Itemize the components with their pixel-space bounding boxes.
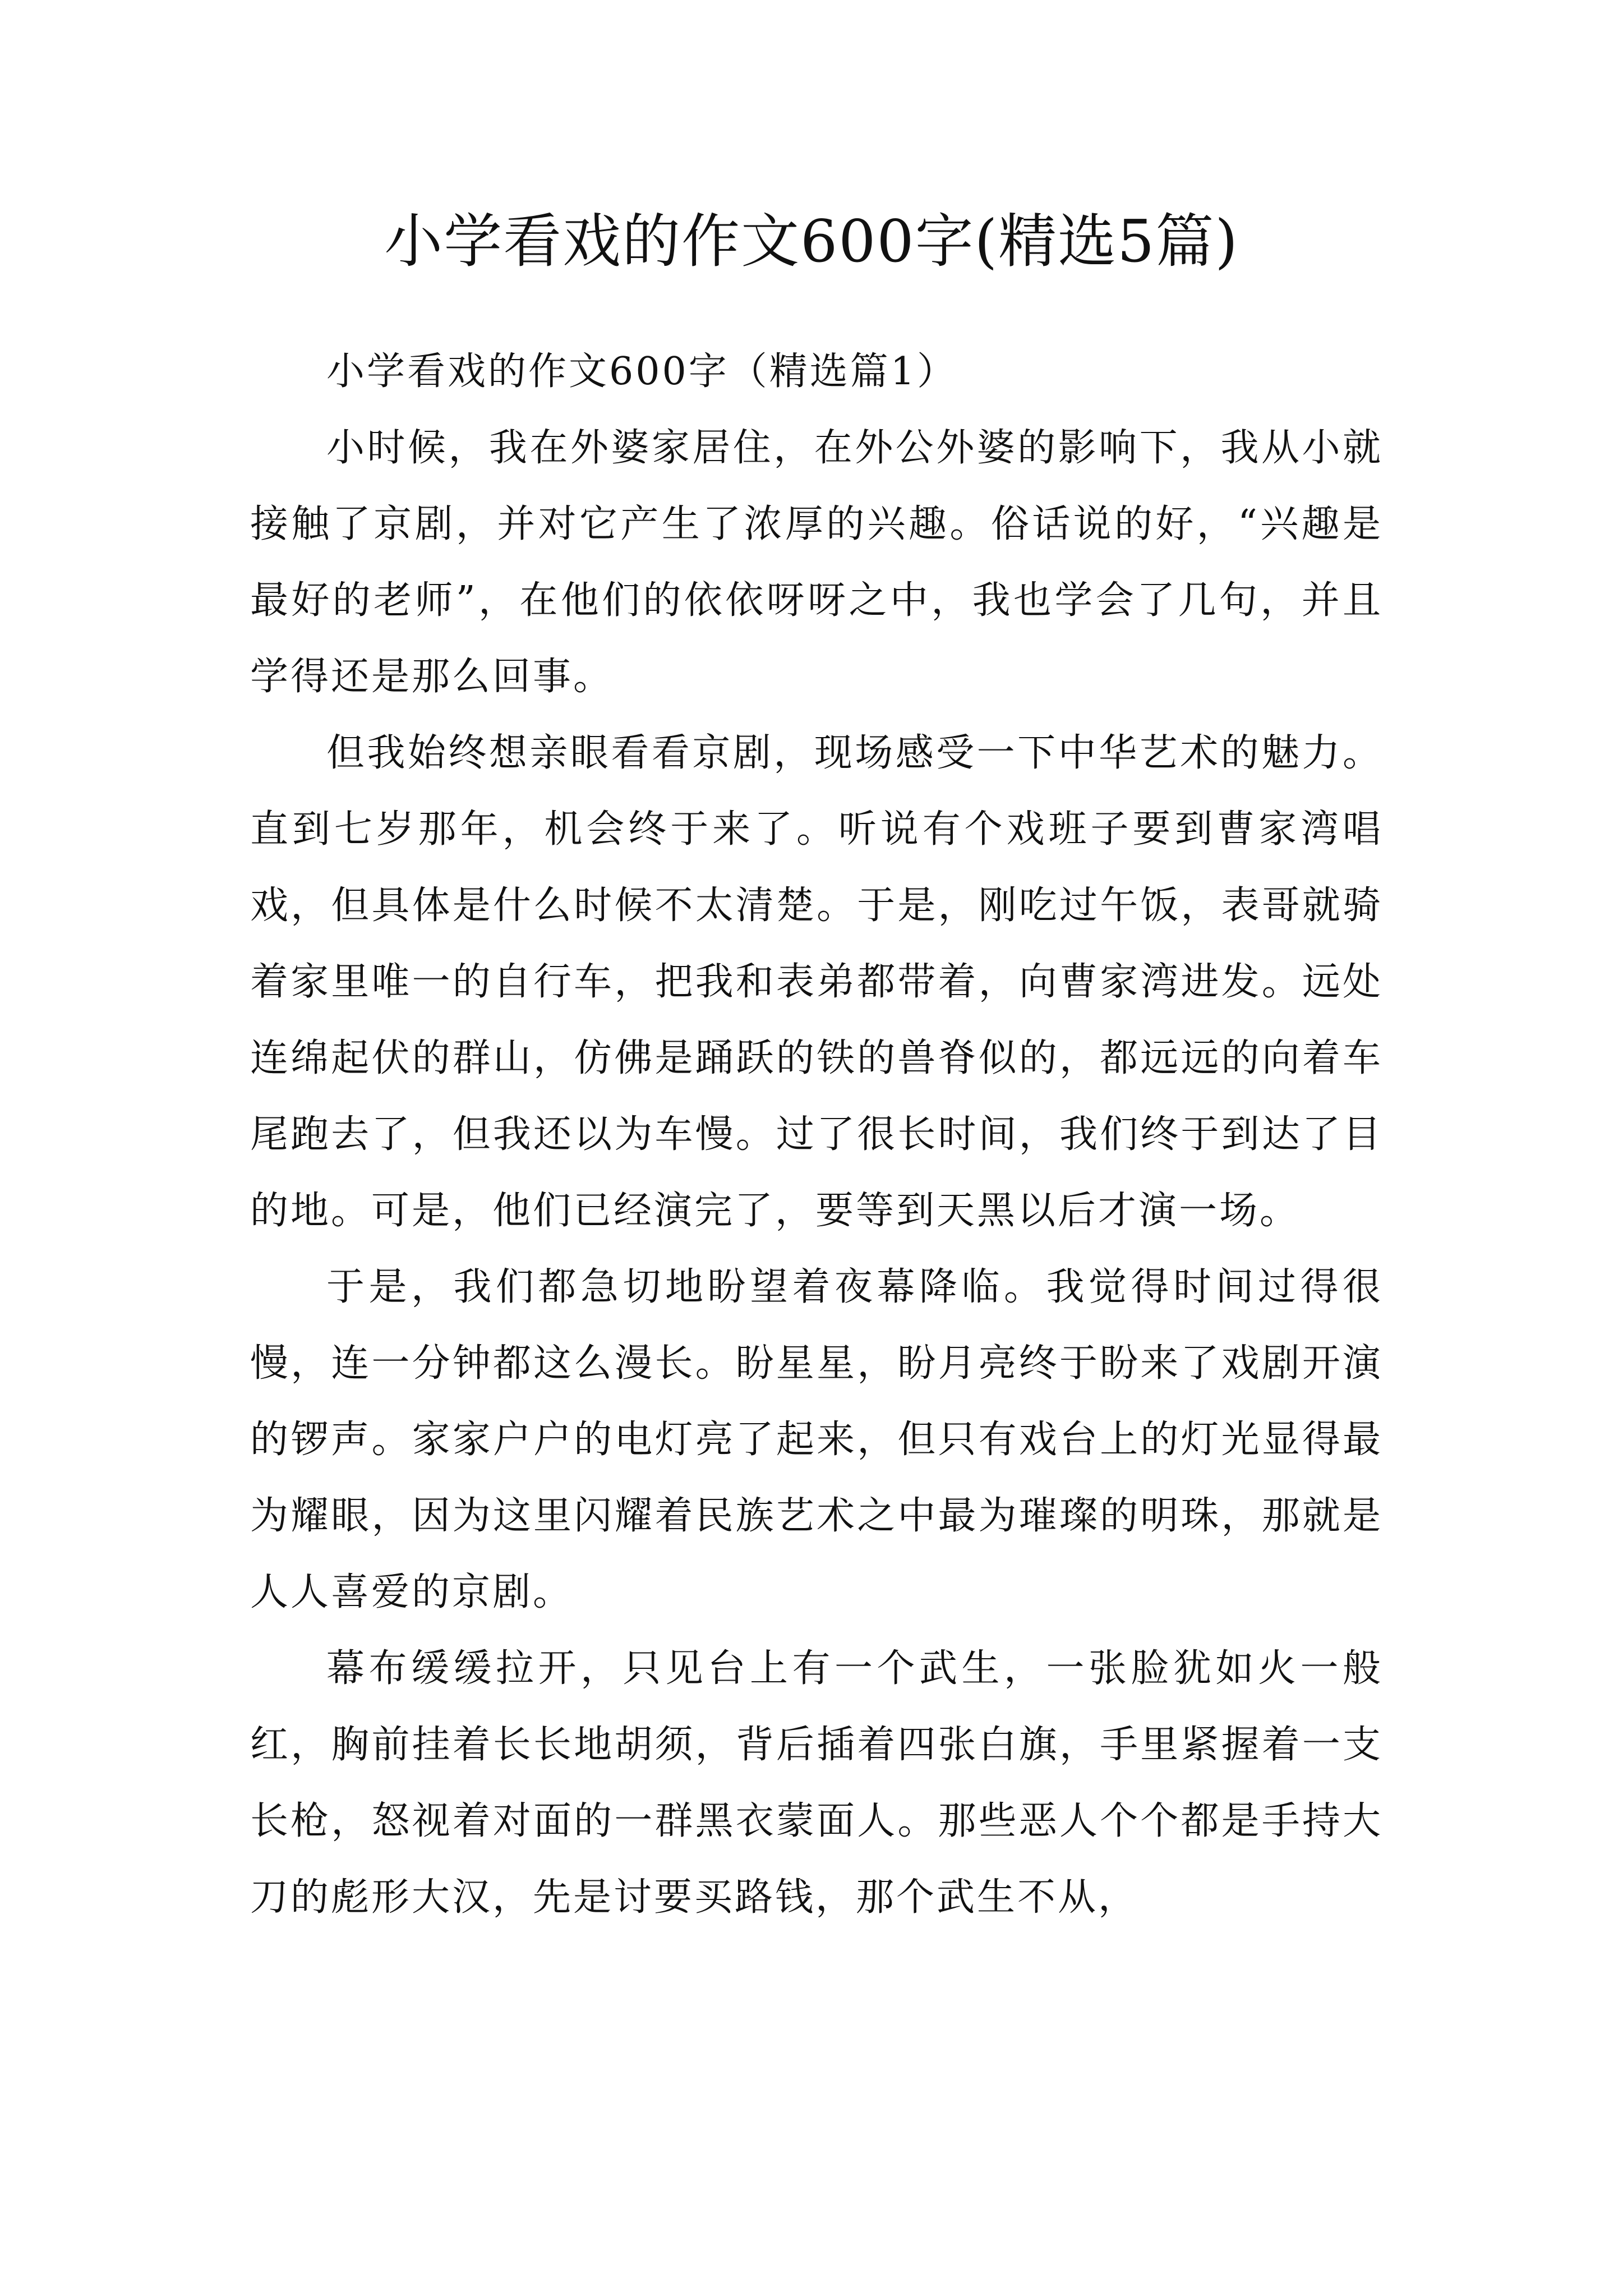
body-paragraph: 小时候，我在外婆家居住，在外公外婆的影响下，我从小就接触了京剧，并对它产生了浓厚的兴趣。俗话说的好，“兴趣是最好的老师”，在他们的依依呀呀之中，我也学会了几句，并且学得还是那么回事。 (250, 426, 1383, 699)
section-heading: 小学看戏的作文600字（精选篇1） (326, 349, 958, 394)
body-paragraph: 幕布缓缓拉开，只见台上有一个武生，一张脸犹如火一般红，胸前挂着长长地胡须，背后插着四张白旗，手里紧握着一支长枪，怒视着对面的一群黑衣蒙面人。那些恶人个个都是手持大刀的彪形大汉，先是讨要买路钱，那个武生不从， (250, 1646, 1383, 1920)
body-paragraph: 但我始终想亲眼看看京剧，现场感受一下中华艺术的魅力。直到七岁那年，机会终于来了。听说有个戏班子要到曹家湾唱戏，但具体是什么时候不太清楚。于是，刚吃过午饭，表哥就骑着家里唯一的自行车，把我和表弟都带着，向曹家湾进发。远处连绵起伏的群山，仿佛是踊跃的铁的兽脊似的，都远远的向着车尾跑去了，但我还以为车慢。过了很长时间，我们终于到达了目的地。可是，他们已经演完了，要等到天黑以后才演一场。 (250, 731, 1383, 1233)
body-paragraph: 于是，我们都急切地盼望着夜幕降临。我觉得时间过得很慢，连一分钟都这么漫长。盼星星，盼月亮终于盼来了戏剧开演的锣声。家家户户的电灯亮了起来，但只有戏台上的灯光显得最为耀眼，因为这里闪耀着民族艺术之中最为璀璨的明珠，那就是人人喜爱的京剧。 (250, 1265, 1383, 1614)
document-body (250, 334, 1383, 1936)
document-title: 小学看戏的作文600字(精选5篇) (384, 207, 1239, 275)
